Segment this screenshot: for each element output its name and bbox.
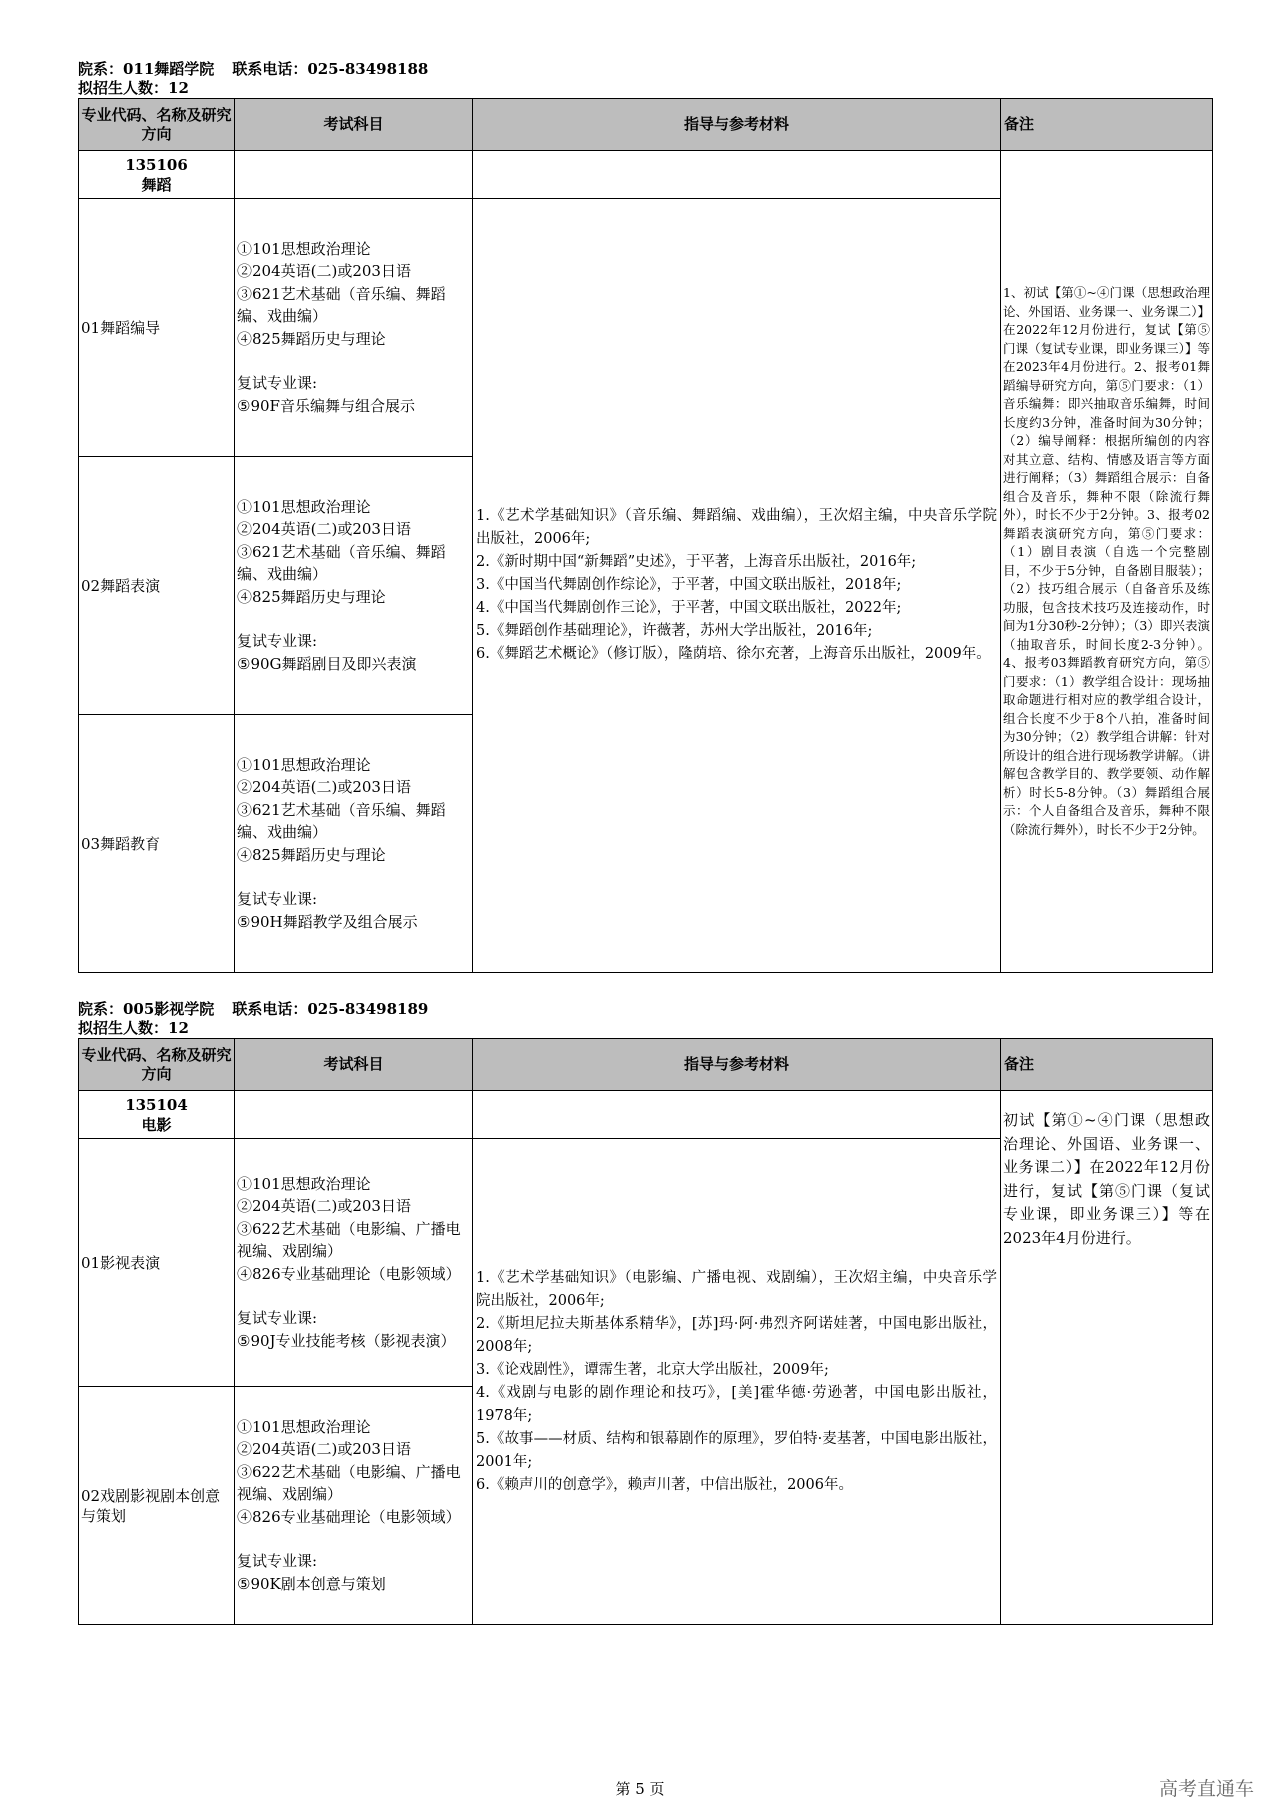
retest-label: 复试专业课: [237, 632, 318, 651]
exam-subjects [235, 1139, 473, 1387]
subject-item: ④826专业基础理论（电影领域） [237, 1507, 461, 1526]
subject-item: ③622艺术基础（电影编、广播电视编、戏剧编） [237, 1462, 461, 1504]
notes-text: 初试【第①~④门课（思想政治理论、外国语、业务课一、业务课二）】在2022年12月份进行，复试【第⑤门课（复试专业课，即业务课三）】等在2023年4月份进行。 [1003, 1111, 1210, 1247]
major-name: 电影 [141, 1115, 172, 1134]
exam-subjects [235, 715, 473, 973]
col-header-refs: 指导与参考材料 [473, 1039, 1001, 1091]
retest-subject: ⑤90K剧本创意与策划 [237, 1574, 386, 1593]
notes-cell: 1、初试【第①~④门课（思想政治理论、外国语、业务课一、业务课二）】在2022年12月份进行，复试【第⑤门课（复试专业课，即业务课三）】等在2023年4月份进行。2、报考01舞蹈编导研究方向，第⑤门要求：（1）音乐编舞：即兴抽取音乐编舞，时间长度约3分钟，准备时间为30分钟；（2）编导阐释：根据所编创的内容对其立意、结构、情感及语言等方面进行阐释；（3）舞蹈组合展示：自备组合及音乐，舞种不限（除流行舞外），时长不少于2分钟。3、报考02舞蹈表演研究方向，第⑤门要求：（1）剧目表演（自选一个完整剧目，不少于5分钟，自备剧目服装）；（2）技巧组合展示（自备音乐及练功服，包含技术技巧及连接动作，时间为1分30秒-2分钟）；（3）即兴表演（抽取音乐，时间长度2-3分钟）。4、报考03舞蹈教育研究方向，第⑤门要求：（1）教学组合设计：现场抽取命题进行相对应的教学组合设计，组合长度不少于8个八拍，准备时间为30分钟；（2）教学组合讲解：针对所设计的组合进行现场教学讲解。（讲解包含教学目的、教学要领、动作解析）时长5-8分钟。（3）舞蹈组合展示：个人自备组合及音乐，舞种不限（除流行舞外），时长不少于2分钟。 [1001, 151, 1213, 973]
direction-name: 01舞蹈编导 [79, 199, 235, 457]
retest-label: 复试专业课: [237, 1309, 318, 1328]
section-header [78, 60, 1212, 79]
reference-materials [473, 199, 1001, 973]
dept-name: 院系：011舞蹈学院 [78, 60, 215, 78]
program-table [78, 1038, 1213, 1625]
section-film [78, 1000, 1212, 1625]
ref-item: 3.《中国当代舞剧创作综论》，于平著，中国文联出版社，2018年; [476, 577, 902, 593]
page-number: 第 5 页 [615, 1780, 665, 1798]
ref-item: 6.《赖声川的创意学》，赖声川著，中信出版社，2006年。 [476, 1476, 853, 1493]
retest-subject: ⑤90H舞蹈教学及组合展示 [237, 912, 418, 931]
ref-item: 5.《舞蹈创作基础理论》，许薇著，苏州大学出版社，2016年; [476, 623, 873, 639]
enrollment-quota: 拟招生人数：12 [78, 1019, 189, 1037]
retest-subject: ⑤90G舞蹈剧目及即兴表演 [237, 654, 417, 673]
subject-item: ②204英语(二)或203日语 [237, 262, 411, 281]
col-header-subjects: 考试科目 [235, 99, 473, 151]
ref-item: 1.《艺术学基础知识》（电影编、广播电视、戏剧编），王次炤主编，中央音乐学院出版社，2006年; [476, 1269, 997, 1309]
ref-item: 4.《戏剧与电影的剧作理论和技巧》，[美]霍华德·劳逊著，中国电影出版社，1978年; [476, 1384, 997, 1424]
subject-item: ④825舞蹈历史与理论 [237, 845, 386, 864]
ref-item: 6.《舞蹈艺术概论》（修订版），隆荫培、徐尔充著，上海音乐出版社，2009年。 [476, 646, 991, 662]
dept-phone: 联系电话：025-83498188 [232, 60, 429, 78]
subject-item: ②204英语(二)或203日语 [237, 1197, 411, 1216]
section-header [78, 1000, 1212, 1019]
direction-name: 02戏剧影视剧本创意与策划 [79, 1387, 235, 1625]
subject-item: ④825舞蹈历史与理论 [237, 329, 386, 348]
major-code: 135106 [125, 155, 188, 174]
retest-label: 复试专业课: [237, 374, 318, 393]
major-code-cell [79, 151, 235, 199]
table-header-row [79, 99, 1213, 151]
ref-item: 1.《艺术学基础知识》（音乐编、舞蹈编、戏曲编），王次炤主编，中央音乐学院出版社，2006年; [476, 508, 997, 547]
subject-item: ②204英语(二)或203日语 [237, 1440, 411, 1459]
subject-item: ③622艺术基础（电影编、广播电视编、戏剧编） [237, 1219, 461, 1261]
col-header-notes: 备注 [1001, 99, 1213, 151]
program-table [78, 98, 1213, 973]
table-header-row [79, 1039, 1213, 1091]
subject-item: ①101思想政治理论 [237, 1174, 371, 1193]
ref-item: 4.《中国当代舞剧创作三论》，于平著，中国文联出版社，2022年; [476, 600, 902, 616]
col-header-refs: 指导与参考材料 [473, 99, 1001, 151]
exam-subjects [235, 199, 473, 457]
col-header-major: 专业代码、名称及研究方向 [79, 1039, 235, 1091]
ref-item: 2.《新时期中国“新舞蹈”史述》，于平著，上海音乐出版社，2016年; [476, 554, 917, 570]
subject-item: ③621艺术基础（音乐编、舞蹈编、戏曲编） [237, 542, 446, 584]
watermark: 高考直通车 [1158, 1778, 1254, 1800]
major-code: 135104 [125, 1095, 188, 1114]
ref-item: 5.《故事——材质、结构和银幕剧作的原理》，罗伯特·麦基著，中国电影出版社，2001年; [476, 1430, 997, 1470]
subject-item: ①101思想政治理论 [237, 239, 371, 258]
subject-item: ①101思想政治理论 [237, 497, 371, 516]
subject-item: ④826专业基础理论（电影领域） [237, 1264, 461, 1283]
direction-name: 03舞蹈教育 [79, 715, 235, 973]
notes-cell [1001, 1091, 1213, 1625]
retest-subject: ⑤90J专业技能考核（影视表演） [237, 1331, 456, 1350]
major-code-cell [79, 1091, 235, 1139]
subject-item: ②204英语(二)或203日语 [237, 778, 411, 797]
major-row [79, 1091, 1213, 1139]
subject-item: ③621艺术基础（音乐编、舞蹈编、戏曲编） [237, 284, 446, 326]
dept-name: 院系：005影视学院 [78, 1000, 215, 1018]
major-name: 舞蹈 [141, 175, 172, 194]
dept-phone: 联系电话：025-83498189 [232, 1000, 429, 1018]
subject-item: ②204英语(二)或203日语 [237, 520, 411, 539]
section-dance [78, 60, 1212, 973]
retest-subject: ⑤90F音乐编舞与组合展示 [237, 396, 415, 415]
subject-item: ③621艺术基础（音乐编、舞蹈编、戏曲编） [237, 800, 446, 842]
reference-materials [473, 1139, 1001, 1625]
exam-subjects [235, 457, 473, 715]
enrollment-quota: 拟招生人数：12 [78, 79, 189, 97]
retest-label: 复试专业课: [237, 1552, 318, 1571]
major-row [79, 151, 1213, 199]
direction-name: 01影视表演 [79, 1139, 235, 1387]
col-header-major: 专业代码、名称及研究方向 [79, 99, 235, 151]
retest-label: 复试专业课: [237, 890, 318, 909]
ref-item: 3.《论戏剧性》，谭霈生著，北京大学出版社，2009年; [476, 1361, 829, 1378]
subject-item: ①101思想政治理论 [237, 755, 371, 774]
ref-item: 2.《斯坦尼拉夫斯基体系精华》，[苏]玛·阿·弗烈齐阿诺娃著，中国电影出版社，2008年; [476, 1315, 997, 1355]
subject-item: ①101思想政治理论 [237, 1417, 371, 1436]
col-header-notes: 备注 [1001, 1039, 1213, 1091]
subject-item: ④825舞蹈历史与理论 [237, 587, 386, 606]
exam-subjects [235, 1387, 473, 1625]
direction-name: 02舞蹈表演 [79, 457, 235, 715]
col-header-subjects: 考试科目 [235, 1039, 473, 1091]
